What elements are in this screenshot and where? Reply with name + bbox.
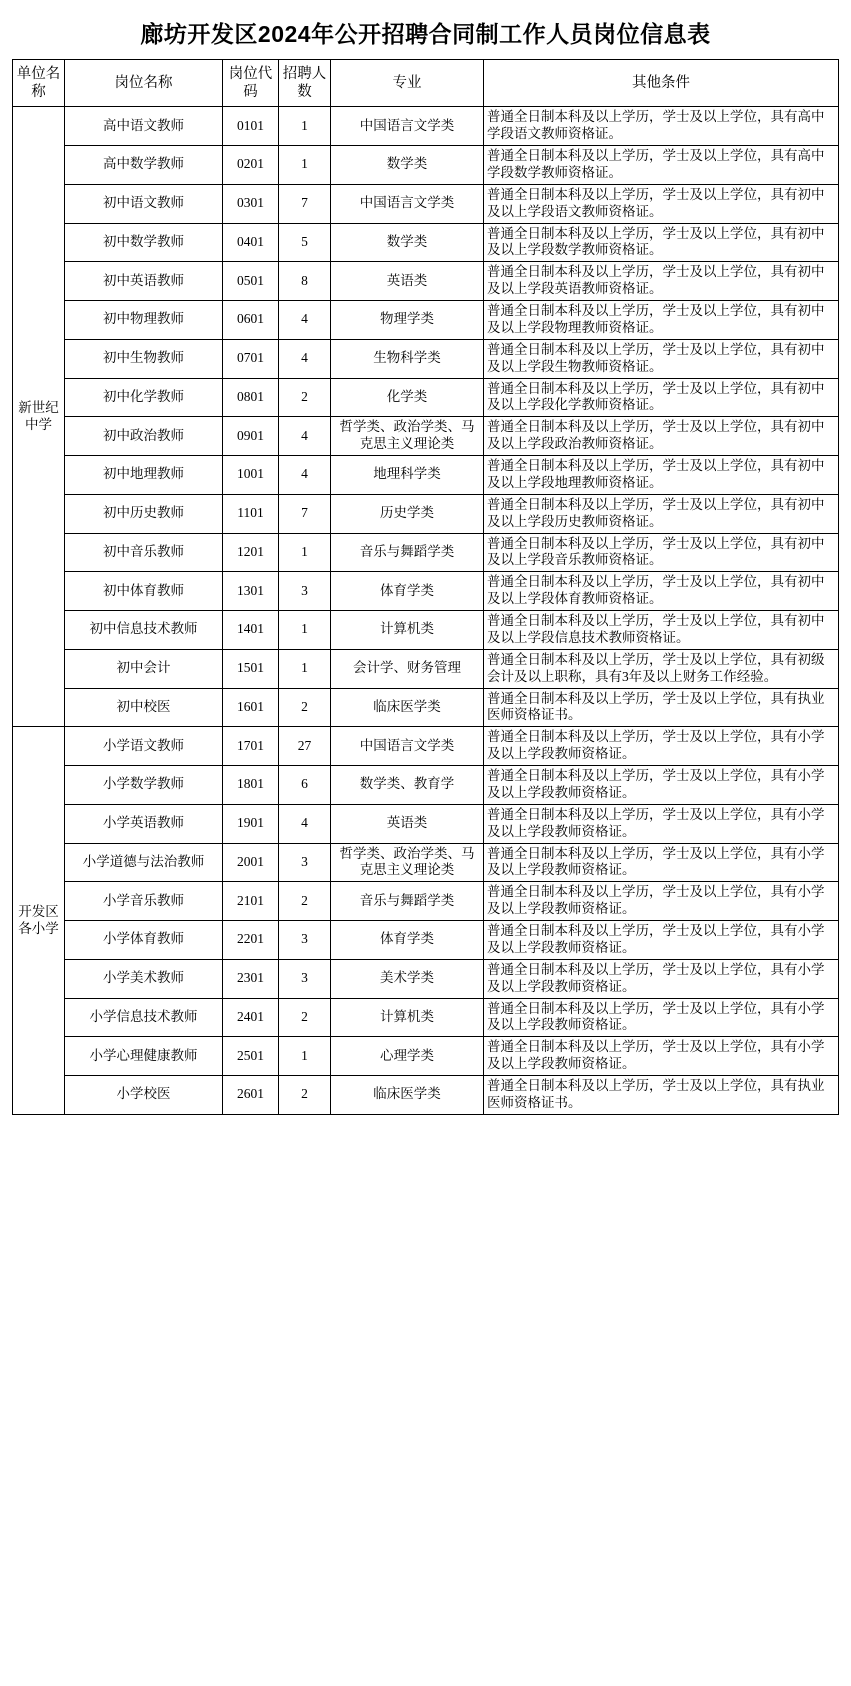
cell-major: 体育学类: [331, 572, 484, 611]
cell-post-code: 0401: [223, 223, 279, 262]
cell-major: 计算机类: [331, 998, 484, 1037]
cell-recruit-number: 27: [279, 727, 331, 766]
column-header-unit: 单位名称: [13, 60, 65, 107]
table-row: [13, 494, 839, 533]
page-title: 廊坊开发区2024年公开招聘合同制工作人员岗位信息表: [140, 21, 711, 47]
cell-recruit-number: 3: [279, 572, 331, 611]
cell-other-conditions: 普通全日制本科及以上学历，学士及以上学位，具有初中及以上学段化学教师资格证。: [484, 378, 839, 417]
cell-other-conditions: 普通全日制本科及以上学历，学士及以上学位，具有小学及以上学段教师资格证。: [484, 843, 839, 882]
cell-recruit-number: 1: [279, 649, 331, 688]
cell-recruit-number: 2: [279, 688, 331, 727]
cell-recruit-number: 6: [279, 766, 331, 805]
table-row: [13, 1037, 839, 1076]
cell-post-code: 2101: [223, 882, 279, 921]
cell-other-conditions: 普通全日制本科及以上学历，学士及以上学位，具有初中及以上学段信息技术教师资格证。: [484, 611, 839, 650]
cell-post-name: 小学心理健康教师: [65, 1037, 223, 1076]
cell-other-conditions: 普通全日制本科及以上学历，学士及以上学位，具有初中及以上学段数学教师资格证。: [484, 223, 839, 262]
cell-major: 历史学类: [331, 494, 484, 533]
column-header-number: 招聘人数: [279, 60, 331, 107]
cell-post-name: 小学体育教师: [65, 921, 223, 960]
column-header-major: 专业: [331, 60, 484, 107]
cell-post-name: 小学美术教师: [65, 959, 223, 998]
cell-post-name: 初中会计: [65, 649, 223, 688]
table-row: [13, 456, 839, 495]
cell-post-name: 小学语文教师: [65, 727, 223, 766]
table-row: [13, 688, 839, 727]
cell-other-conditions: 普通全日制本科及以上学历，学士及以上学位，具有小学及以上学段教师资格证。: [484, 959, 839, 998]
cell-post-name: 初中历史教师: [65, 494, 223, 533]
cell-post-name: 初中英语教师: [65, 262, 223, 301]
cell-other-conditions: 普通全日制本科及以上学历，学士及以上学位，具有初中及以上学段历史教师资格证。: [484, 494, 839, 533]
cell-recruit-number: 5: [279, 223, 331, 262]
cell-major: 生物科学类: [331, 339, 484, 378]
cell-post-code: 0101: [223, 107, 279, 146]
cell-recruit-number: 2: [279, 378, 331, 417]
table-row: [13, 572, 839, 611]
cell-post-name: 高中语文教师: [65, 107, 223, 146]
table-row: [13, 611, 839, 650]
cell-major: 音乐与舞蹈学类: [331, 882, 484, 921]
cell-post-code: 2401: [223, 998, 279, 1037]
cell-post-code: 2201: [223, 921, 279, 960]
cell-post-name: 初中化学教师: [65, 378, 223, 417]
cell-recruit-number: 4: [279, 804, 331, 843]
cell-other-conditions: 普通全日制本科及以上学历，学士及以上学位，具有初中及以上学段生物教师资格证。: [484, 339, 839, 378]
table-row: [13, 146, 839, 185]
cell-major: 英语类: [331, 262, 484, 301]
table-row: [13, 223, 839, 262]
cell-major: 中国语言文学类: [331, 107, 484, 146]
cell-post-name: 初中物理教师: [65, 301, 223, 340]
cell-recruit-number: 1: [279, 146, 331, 185]
cell-recruit-number: 1: [279, 611, 331, 650]
table-row: [13, 301, 839, 340]
cell-major: 哲学类、政治学类、马克思主义理论类: [331, 417, 484, 456]
cell-post-code: 0901: [223, 417, 279, 456]
cell-other-conditions: 普通全日制本科及以上学历，学士及以上学位，具有高中学段数学教师资格证。: [484, 146, 839, 185]
cell-post-name: 初中校医: [65, 688, 223, 727]
cell-major: 哲学类、政治学类、马克思主义理论类: [331, 843, 484, 882]
table-row: [13, 727, 839, 766]
cell-post-code: 0301: [223, 184, 279, 223]
cell-post-name: 初中信息技术教师: [65, 611, 223, 650]
cell-post-code: 1001: [223, 456, 279, 495]
cell-major: 音乐与舞蹈学类: [331, 533, 484, 572]
cell-major: 数学类、教育学: [331, 766, 484, 805]
cell-other-conditions: 普通全日制本科及以上学历，学士及以上学位，具有初级会计及以上职称，具有3年及以上财务工作经验。: [484, 649, 839, 688]
cell-unit-name: 新世纪中学: [13, 107, 65, 727]
cell-recruit-number: 3: [279, 959, 331, 998]
cell-other-conditions: 普通全日制本科及以上学历，学士及以上学位，具有初中及以上学段英语教师资格证。: [484, 262, 839, 301]
cell-recruit-number: 2: [279, 1076, 331, 1115]
table-body: [13, 107, 839, 1115]
table-row: [13, 262, 839, 301]
cell-major: 心理学类: [331, 1037, 484, 1076]
cell-post-code: 0601: [223, 301, 279, 340]
cell-major: 化学类: [331, 378, 484, 417]
cell-other-conditions: 普通全日制本科及以上学历，学士及以上学位，具有初中及以上学段音乐教师资格证。: [484, 533, 839, 572]
cell-major: 美术学类: [331, 959, 484, 998]
table-row: [13, 921, 839, 960]
cell-major: 中国语言文学类: [331, 727, 484, 766]
cell-major: 临床医学类: [331, 1076, 484, 1115]
cell-post-name: 初中生物教师: [65, 339, 223, 378]
cell-post-name: 高中数学教师: [65, 146, 223, 185]
cell-post-name: 初中数学教师: [65, 223, 223, 262]
cell-recruit-number: 3: [279, 843, 331, 882]
table-row: [13, 649, 839, 688]
cell-other-conditions: 普通全日制本科及以上学历，学士及以上学位，具有初中及以上学段物理教师资格证。: [484, 301, 839, 340]
cell-post-code: 1401: [223, 611, 279, 650]
cell-post-code: 0501: [223, 262, 279, 301]
cell-other-conditions: 普通全日制本科及以上学历，学士及以上学位，具有小学及以上学段教师资格证。: [484, 998, 839, 1037]
cell-post-name: 小学信息技术教师: [65, 998, 223, 1037]
cell-recruit-number: 4: [279, 417, 331, 456]
cell-other-conditions: 普通全日制本科及以上学历，学士及以上学位，具有小学及以上学段教师资格证。: [484, 727, 839, 766]
cell-major: 临床医学类: [331, 688, 484, 727]
table-row: [13, 959, 839, 998]
cell-other-conditions: 普通全日制本科及以上学历，学士及以上学位，具有初中及以上学段体育教师资格证。: [484, 572, 839, 611]
cell-major: 数学类: [331, 146, 484, 185]
cell-post-code: 1601: [223, 688, 279, 727]
job-information-table: [12, 59, 839, 1115]
cell-recruit-number: 4: [279, 301, 331, 340]
cell-major: 体育学类: [331, 921, 484, 960]
cell-post-code: 2301: [223, 959, 279, 998]
column-header-code: 岗位代码: [223, 60, 279, 107]
cell-recruit-number: 1: [279, 1037, 331, 1076]
cell-post-code: 1901: [223, 804, 279, 843]
cell-post-code: 2501: [223, 1037, 279, 1076]
cell-post-code: 0201: [223, 146, 279, 185]
cell-major: 会计学、财务管理: [331, 649, 484, 688]
cell-major: 计算机类: [331, 611, 484, 650]
cell-recruit-number: 4: [279, 456, 331, 495]
table-header-row: [13, 60, 839, 107]
table-row: [13, 804, 839, 843]
cell-post-name: 初中音乐教师: [65, 533, 223, 572]
cell-post-name: 小学道德与法治教师: [65, 843, 223, 882]
cell-other-conditions: 普通全日制本科及以上学历，学士及以上学位，具有小学及以上学段教师资格证。: [484, 804, 839, 843]
cell-other-conditions: 普通全日制本科及以上学历，学士及以上学位，具有初中及以上学段语文教师资格证。: [484, 184, 839, 223]
column-header-post: 岗位名称: [65, 60, 223, 107]
cell-post-name: 初中政治教师: [65, 417, 223, 456]
cell-post-name: 初中体育教师: [65, 572, 223, 611]
cell-major: 英语类: [331, 804, 484, 843]
table-row: [13, 107, 839, 146]
table-row: [13, 184, 839, 223]
column-header-other: 其他条件: [484, 60, 839, 107]
table-row: [13, 1076, 839, 1115]
table-row: [13, 378, 839, 417]
cell-major: 中国语言文学类: [331, 184, 484, 223]
cell-post-code: 2001: [223, 843, 279, 882]
cell-post-name: 小学音乐教师: [65, 882, 223, 921]
table-row: [13, 998, 839, 1037]
cell-other-conditions: 普通全日制本科及以上学历，学士及以上学位，具有执业医师资格证书。: [484, 1076, 839, 1115]
cell-post-code: 1801: [223, 766, 279, 805]
table-row: [13, 533, 839, 572]
cell-post-code: 1701: [223, 727, 279, 766]
cell-recruit-number: 1: [279, 533, 331, 572]
cell-recruit-number: 7: [279, 184, 331, 223]
cell-post-name: 小学英语教师: [65, 804, 223, 843]
cell-post-name: 初中语文教师: [65, 184, 223, 223]
cell-post-code: 0701: [223, 339, 279, 378]
cell-recruit-number: 8: [279, 262, 331, 301]
cell-other-conditions: 普通全日制本科及以上学历，学士及以上学位，具有小学及以上学段教师资格证。: [484, 921, 839, 960]
cell-recruit-number: 2: [279, 998, 331, 1037]
cell-post-code: 2601: [223, 1076, 279, 1115]
cell-recruit-number: 4: [279, 339, 331, 378]
cell-other-conditions: 普通全日制本科及以上学历，学士及以上学位，具有小学及以上学段教师资格证。: [484, 1037, 839, 1076]
table-row: [13, 417, 839, 456]
cell-recruit-number: 2: [279, 882, 331, 921]
cell-recruit-number: 3: [279, 921, 331, 960]
cell-other-conditions: 普通全日制本科及以上学历，学士及以上学位，具有小学及以上学段教师资格证。: [484, 882, 839, 921]
table-header: [13, 60, 839, 107]
table-row: [13, 339, 839, 378]
cell-post-name: 小学数学教师: [65, 766, 223, 805]
cell-other-conditions: 普通全日制本科及以上学历，学士及以上学位，具有小学及以上学段教师资格证。: [484, 766, 839, 805]
cell-unit-name: 开发区各小学: [13, 727, 65, 1115]
cell-post-code: 1301: [223, 572, 279, 611]
cell-post-code: 0801: [223, 378, 279, 417]
cell-major: 数学类: [331, 223, 484, 262]
cell-other-conditions: 普通全日制本科及以上学历，学士及以上学位，具有初中及以上学段政治教师资格证。: [484, 417, 839, 456]
cell-major: 物理学类: [331, 301, 484, 340]
cell-post-code: 1101: [223, 494, 279, 533]
cell-recruit-number: 7: [279, 494, 331, 533]
table-row: [13, 843, 839, 882]
cell-other-conditions: 普通全日制本科及以上学历，学士及以上学位，具有高中学段语文教师资格证。: [484, 107, 839, 146]
cell-other-conditions: 普通全日制本科及以上学历，学士及以上学位，具有执业医师资格证书。: [484, 688, 839, 727]
table-row: [13, 766, 839, 805]
cell-post-code: 1501: [223, 649, 279, 688]
cell-major: 地理科学类: [331, 456, 484, 495]
table-row: [13, 882, 839, 921]
cell-post-name: 初中地理教师: [65, 456, 223, 495]
cell-post-name: 小学校医: [65, 1076, 223, 1115]
cell-recruit-number: 1: [279, 107, 331, 146]
cell-other-conditions: 普通全日制本科及以上学历，学士及以上学位，具有初中及以上学段地理教师资格证。: [484, 456, 839, 495]
cell-post-code: 1201: [223, 533, 279, 572]
